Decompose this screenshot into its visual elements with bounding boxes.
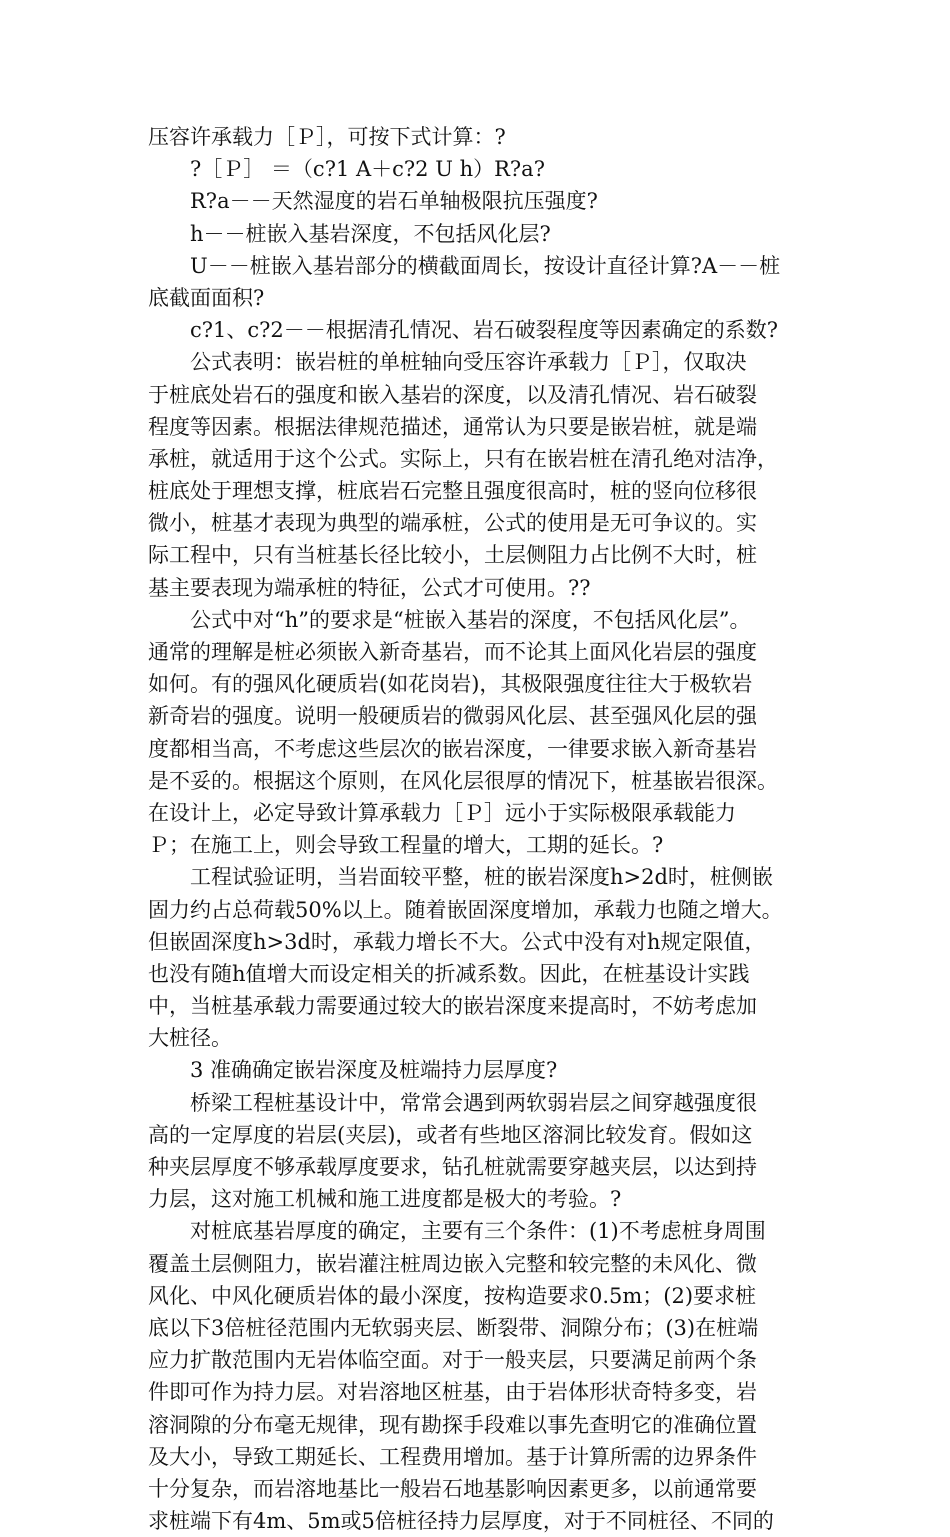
text-line: 种夹层厚度不够承载厚度要求，钻孔桩就需要穿越夹层，以达到持 [148, 1155, 757, 1179]
text-line: 高的一定厚度的岩层(夹层)，或者有些地区溶洞比较发育。假如这 [148, 1122, 753, 1147]
text-line: 对桩底基岩厚度的确定，主要有三个条件：(1)不考虑桩身周围 [190, 1219, 766, 1244]
text-line: 应力扩散范围内无岩体临空面。对于一般夹层，只要满足前两个条 [148, 1348, 757, 1373]
text-line: 度都相当高，不考虑这些层次的嵌岩深度，一律要求嵌入新奇基岩 [148, 736, 757, 761]
text-line: 也没有随h值增大而设定相关的折减系数。因此，在桩基设计实践 [148, 961, 750, 986]
text-line: 大桩径。 [148, 1026, 232, 1051]
text-line: Ｐ；在施工上，则会导致工程量的增大，工期的延长。? [148, 833, 664, 858]
text-line: 如何。有的强风化硬质岩(如花岗岩)，其极限强度往往大于极软岩 [148, 672, 753, 697]
text-line: 程度等因素。根据法律规范描述，通常认为只要是嵌岩桩，就是端 [148, 414, 757, 439]
text-line: 风化、中风化硬质岩体的最小深度，按构造要求0.5m；(2)要求桩 [148, 1283, 757, 1308]
text-line: 件即可作为持力层。对岩溶地区桩基，由于岩体形状奇特多变，岩 [148, 1380, 757, 1405]
text-line: 及大小，导致工期延长、工程费用增加。基于计算所需的边界条件 [148, 1444, 757, 1469]
text-line: 通常的理解是桩必须嵌入新奇基岩，而不论其上面风化岩层的强度 [148, 640, 757, 664]
text-line: 中，当桩基承载力需要通过较大的嵌岩深度来提高时，不妨考虑加 [148, 994, 757, 1019]
text-line: 溶洞隙的分布毫无规律，现有勘探手段难以事先查明它的准确位置 [148, 1412, 757, 1437]
text-line: R?a－－天然湿度的岩石单轴极限抗压强度? [190, 189, 598, 214]
text-line: 际工程中，只有当桩基长径比较小，土层侧阻力占比例不大时，桩 [148, 543, 757, 568]
text-line: ?［Ｐ］ ＝（c?1 A＋c?2 U h）R?a? [190, 157, 545, 182]
text-line: c?1、c?2－－根据清孔情况、岩石破裂程度等因素确定的系数? [190, 318, 779, 343]
text-line: 于桩底处岩石的强度和嵌入基岩的深度，以及清孔情况、岩石破裂 [148, 382, 757, 407]
text-line: 力层，这对施工机械和施工进度都是极大的考验。? [148, 1187, 622, 1212]
text-line: 压容许承载力［Ｐ］，可按下式计算：? [148, 125, 506, 149]
text-line: 工程试验证明，当岩面较平整，桩的嵌岩深度h>2d时，桩侧嵌 [190, 865, 773, 890]
text-line: 在设计上，必定导致计算承载力［Ｐ］远小于实际极限承载能力 [148, 800, 736, 825]
text-line: 十分复杂，而岩溶地基比一般岩石地基影响因素更多，以前通常要 [148, 1476, 757, 1501]
text-line: 公式表明：嵌岩桩的单桩轴向受压容许承载力［Ｐ］，仅取决 [190, 350, 747, 375]
text-line: 是不妥的。根据这个原则，在风化层很厚的情况下，桩基嵌岩很深。 [148, 768, 778, 793]
text-line: 固力约占总荷载50%以上。随着嵌固深度增加，承载力也随之增大。 [148, 897, 783, 922]
text-line: 覆盖土层侧阻力，嵌岩灌注桩周边嵌入完整和较完整的未风化、微 [148, 1251, 757, 1276]
text-line: 公式中对“h”的要求是“桩嵌入基岩的深度，不包括风化层”。 [190, 607, 751, 632]
text-line: 求桩端下有4m、5m或5倍桩径持力层厚度，对于不同桩径、不同的 [148, 1509, 774, 1534]
text-line: 微小，桩基才表现为典型的端承桩，公式的使用是无可争议的。实 [148, 511, 757, 536]
text-line: 底截面面积? [148, 285, 265, 310]
text-line: 新奇岩的强度。说明一般硬质岩的微弱风化层、甚至强风化层的强 [148, 704, 757, 729]
text-line: h－－桩嵌入基岩深度，不包括风化层? [190, 221, 551, 246]
text-line: 底以下3倍桩径范围内无软弱夹层、断裂带、洞隙分布；(3)在桩端 [148, 1315, 759, 1340]
text-line: 承桩，就适用于这个公式。实际上，只有在嵌岩桩在清孔绝对洁净， [148, 446, 778, 471]
body-text [148, 121, 808, 1537]
text-line: 桩底处于理想支撑，桩底岩石完整且强度很高时，桩的竖向位移很 [148, 479, 757, 504]
text-line: 桥梁工程桩基设计中，常常会遇到两软弱岩层之间穿越强度很 [190, 1090, 757, 1115]
text-line: 基主要表现为端承桩的特征，公式才可使用。?? [148, 575, 591, 600]
text-line: 3 准确确定嵌岩深度及桩端持力层厚度? [190, 1058, 558, 1083]
text-line: 但嵌固深度h>3d时，承载力增长不大。公式中没有对h规定限值， [148, 929, 766, 954]
text-line: U－－桩嵌入基岩部分的横截面周长，按设计直径计算?A－－桩 [190, 253, 781, 278]
